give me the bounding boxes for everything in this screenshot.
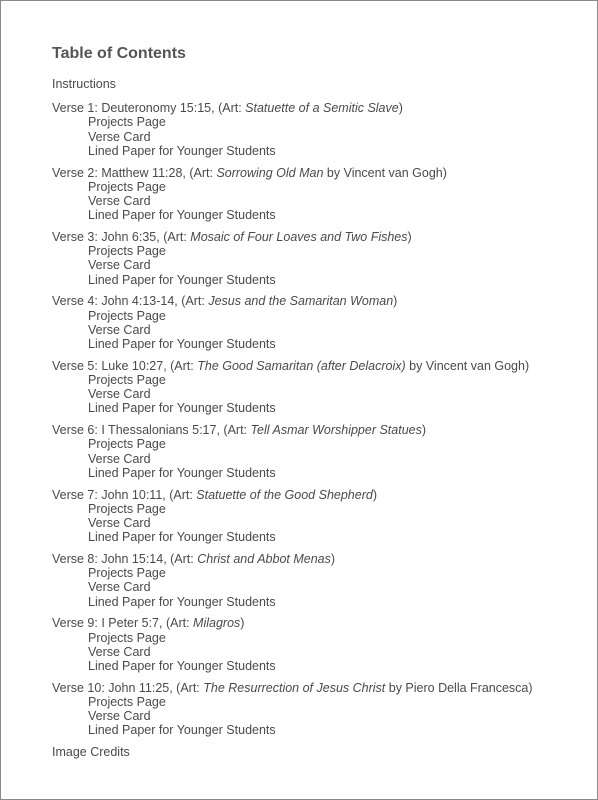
toc-verse-entry	[52, 101, 592, 158]
verse-subentry: Lined Paper for Younger Students	[88, 401, 276, 416]
verse-subentry: Verse Card	[88, 451, 151, 466]
verse-heading	[52, 359, 592, 373]
verse-heading-suffix: )	[330, 552, 336, 567]
verse-subentry: Verse Card	[88, 129, 151, 144]
artwork-title: Christ and Abbot Menas	[197, 552, 331, 567]
verse-heading-suffix: by Vincent van Gogh)	[323, 165, 447, 180]
artwork-title: The Resurrection of Jesus Christ	[203, 680, 386, 695]
artwork-title: Jesus and the Samaritan Woman	[208, 294, 394, 309]
verse-heading	[52, 101, 592, 115]
verse-subentry: Verse Card	[88, 258, 151, 273]
verse-reference: Verse 3: John 6:35, (Art:	[52, 230, 191, 245]
verse-heading-suffix: by Vincent van Gogh)	[405, 358, 530, 373]
toc-verse-entry	[52, 166, 592, 223]
toc-verse-entry	[52, 230, 592, 287]
verse-list	[52, 101, 592, 737]
toc-verse-entry	[52, 681, 592, 738]
artwork-title: The Good Samaritan (after Delacroix)	[197, 358, 406, 373]
verse-subentry: Lined Paper for Younger Students	[88, 659, 276, 674]
verse-subentry: Verse Card	[88, 194, 151, 209]
verse-heading	[52, 681, 592, 695]
verse-heading	[52, 616, 592, 630]
verse-subentry: Verse Card	[88, 709, 151, 724]
verse-subentry: Lined Paper for Younger Students	[88, 594, 276, 609]
verse-reference: Verse 7: John 10:11, (Art:	[52, 487, 197, 502]
verse-subentry: Projects Page	[88, 501, 166, 516]
verse-heading	[52, 166, 592, 180]
verse-subentry: Projects Page	[88, 630, 166, 645]
verse-subentry: Projects Page	[88, 695, 166, 710]
page-title: Table of Contents	[52, 45, 186, 62]
verse-reference: Verse 8: John 15:14, (Art:	[52, 552, 198, 567]
artwork-title: Sorrowing Old Man	[216, 165, 324, 180]
verse-reference: Verse 4: John 4:13-14, (Art:	[52, 294, 209, 309]
verse-subentry: Verse Card	[88, 516, 151, 531]
verse-subentry: Lined Paper for Younger Students	[88, 337, 276, 352]
verse-subentry: Projects Page	[88, 373, 166, 388]
verse-reference: Verse 5: Luke 10:27, (Art:	[52, 358, 198, 373]
verse-subentry: Lined Paper for Younger Students	[88, 272, 276, 287]
verse-heading	[52, 488, 592, 502]
verse-subentry: Lined Paper for Younger Students	[88, 465, 276, 480]
verse-subentry: Projects Page	[88, 437, 166, 452]
toc-verse-entry	[52, 552, 592, 609]
artwork-title: Tell Asmar Worshipper Statues	[250, 423, 422, 438]
verse-heading-suffix: )	[398, 101, 403, 116]
toc-verse-entry	[52, 423, 592, 480]
verse-subentry: Verse Card	[88, 387, 151, 402]
artwork-title: Milagros	[193, 616, 241, 631]
verse-subentry: Lined Paper for Younger Students	[88, 208, 276, 223]
verse-subentry: Projects Page	[88, 308, 166, 323]
verse-subentry: Projects Page	[88, 566, 166, 581]
verse-reference: Verse 9: I Peter 5:7, (Art:	[52, 616, 194, 631]
verse-heading-suffix: )	[240, 616, 245, 631]
toc-verse-entry	[52, 616, 592, 673]
artwork-title: Statuette of a Semitic Slave	[245, 101, 399, 116]
verse-subentry: Projects Page	[88, 179, 166, 194]
verse-heading-suffix: )	[372, 487, 377, 502]
verse-subentry: Verse Card	[88, 322, 151, 337]
verse-reference: Verse 1: Deuteronomy 15:15, (Art:	[52, 101, 246, 116]
verse-subentry: Projects Page	[88, 115, 166, 130]
verse-reference: Verse 6: I Thessalonians 5:17, (Art:	[52, 423, 251, 438]
verse-heading-suffix: )	[407, 230, 412, 245]
verse-heading	[52, 230, 592, 244]
artwork-title: Mosaic of Four Loaves and Two Fishes	[190, 230, 408, 245]
verse-heading-suffix: )	[393, 294, 398, 309]
toc-verse-entry	[52, 359, 592, 416]
verse-subentry: Lined Paper for Younger Students	[88, 723, 276, 738]
toc-entry-instructions: Instructions	[52, 77, 116, 91]
verse-heading	[52, 294, 592, 308]
toc-verse-entry	[52, 488, 592, 545]
verse-heading	[52, 552, 592, 566]
verse-heading-suffix: )	[421, 423, 427, 438]
verse-heading	[52, 423, 592, 437]
verse-heading-suffix: by Piero Della Francesca)	[385, 680, 533, 695]
toc-content	[52, 44, 592, 759]
toc-verse-entry	[52, 294, 592, 351]
verse-subentry: Lined Paper for Younger Students	[88, 143, 276, 158]
toc-entry-image-credits: Image Credits	[52, 745, 130, 760]
verse-subentry: Verse Card	[88, 644, 151, 659]
verse-reference: Verse 10: John 11:25, (Art:	[52, 680, 204, 695]
verse-reference: Verse 2: Matthew 11:28, (Art:	[52, 165, 217, 180]
verse-subentry: Lined Paper for Younger Students	[88, 530, 276, 545]
artwork-title: Statuette of the Good Shepherd	[196, 487, 373, 502]
verse-subentry: Verse Card	[88, 580, 151, 595]
verse-subentry: Projects Page	[88, 244, 166, 259]
